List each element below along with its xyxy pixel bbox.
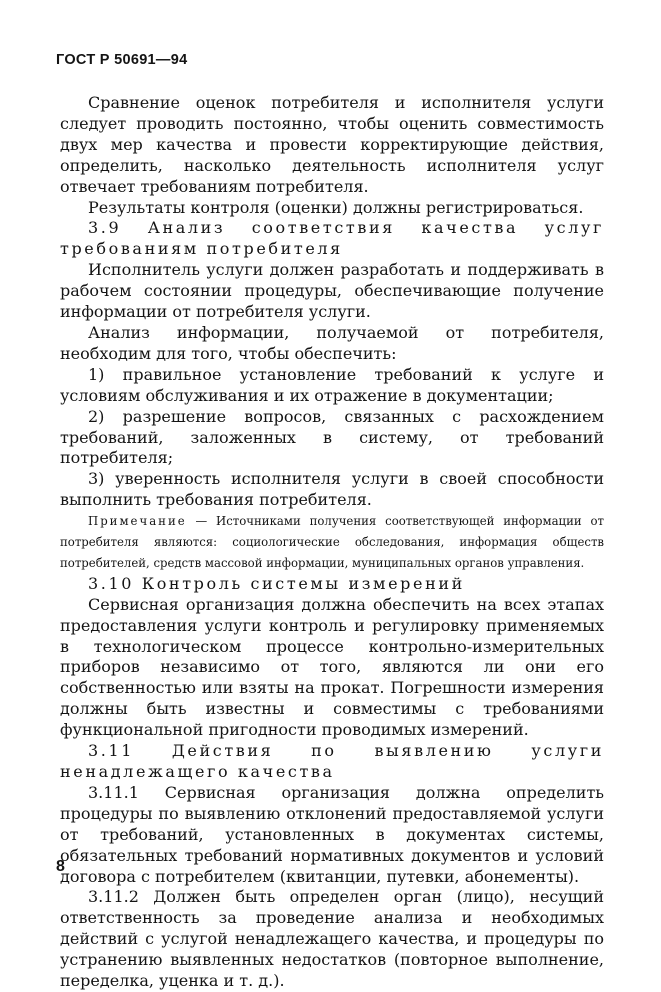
section-heading-3-9: 3.9 Анализ соответствия качества услуг требованиям потребителя (60, 218, 604, 259)
paragraph: 3.11.1 Сервисная организация должна определить процедуры по выявлению отклонений предоставляемой услуги от требований, установленных в документах системы, обязательных требований нормативных документов и условий договора с потребителем (квитанции, путевки, абонементы). (60, 782, 604, 886)
note-label: Примечание (88, 514, 187, 529)
paragraph: Исполнитель услуги должен разработать и поддерживать в рабочем состоянии процедуры, обеспечивающие получение информации от потребителя услуги. (60, 260, 604, 322)
list-item: 2) разрешение вопросов, связанных с расхождением требований, заложенных в систему, от требований потребителя; (60, 406, 604, 468)
paragraph: Сравнение оценок потребителя и исполнителя услуги следует проводить постоянно, чтобы оценить совместимость двух мер качества и провести корректирующие действия, определить, насколько деятельность исполнителя услуг отвечает требованиям потребителя. (60, 93, 604, 196)
list-item: 1) правильное установление требований к услуге и условиям обслуживания и их отражение в документации; (60, 364, 604, 405)
note-text: — Источниками получения соответствующей информации от потребителя являются: социологические обследования, информация обществ потребителей, средств массовой информации, муниципальных органов управления. (60, 514, 604, 570)
paragraph: 3.11.2 Должен быть определен орган (лицо), несущий ответственность за проведение анализа и необходимых действий с услугой ненадлежащего качества, и процедуры по устранению выявленных недостатков (повторное выполнение, переделка, уценка и т. д.). (60, 887, 604, 991)
paragraph: Анализ информации, получаемой от потребителя, необходим для того, чтобы обеспечить: (60, 322, 604, 363)
note (60, 511, 604, 574)
standard-header: ГОСТ Р 50691—94 (56, 52, 188, 68)
page-number: 8 (56, 858, 65, 875)
section-heading-3-11: 3.11 Действия по выявлению услуги ненадлежащего качества (60, 741, 604, 781)
paragraph: Результаты контроля (оценки) должны регистрироваться. (88, 197, 584, 217)
section-heading-3-10: 3.10 Контроль системы измерений (88, 573, 465, 593)
list-item: 3) уверенность исполнителя услуги в своей способности выполнить требования потребителя. (60, 469, 604, 510)
document-body (60, 93, 604, 992)
paragraph: Сервисная организация должна обеспечить на всех этапах предоставления услуги контроль и регулировку применяемых в технологическом процессе контрольно-измерительных приборов независимо от того, являются ли они его собственностью или взяты на прокат. Погрешности измерения должны быть известны и совместимы с требованиями функциональной пригодности проводимых измерений. (60, 594, 604, 740)
